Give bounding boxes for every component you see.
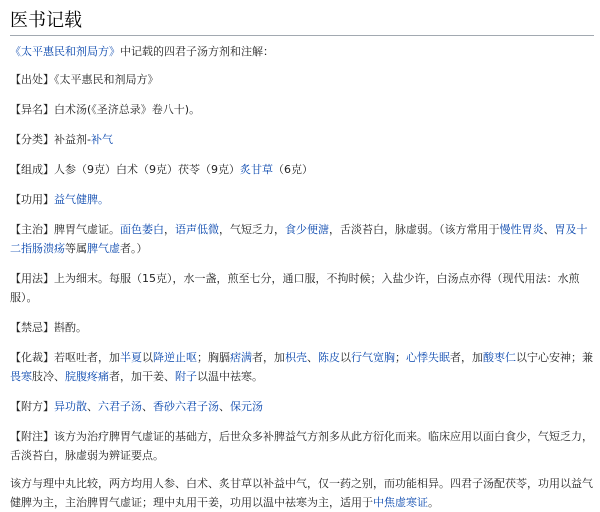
taboo-value: 斟酌。 (54, 321, 87, 334)
syndrome-link[interactable]: 中焦虚寒证 (373, 496, 428, 509)
symptom-link[interactable]: 脘腹疼痛 (65, 370, 109, 383)
usage-label: 【用法】 (10, 272, 54, 285)
modification-text: 者，加 (450, 351, 483, 364)
comparison-text: 。 (428, 496, 439, 509)
taboo-label: 【禁忌】 (10, 321, 54, 334)
function-link[interactable]: 益气健脾。 (54, 193, 109, 206)
category-link[interactable]: 补气 (90, 133, 113, 146)
usage-row (10, 269, 594, 307)
modification-text: 以宁心安神；兼 (516, 351, 593, 364)
modification-text: 肢冷、 (32, 370, 65, 383)
herb-link[interactable]: 半夏 (120, 351, 142, 364)
modification-text: ； (395, 351, 406, 364)
composition-label: 【组成】 (10, 163, 54, 176)
modification-text: 若呕吐者，加 (54, 351, 120, 364)
separator: 、 (142, 400, 153, 413)
attached-label: 【附方】 (10, 400, 54, 413)
syndrome-link[interactable]: 脾气虚 (87, 242, 120, 255)
attached-row (10, 397, 594, 416)
indication-label: 【主治】 (10, 223, 54, 236)
modification-text: 以 (142, 351, 153, 364)
separator: 、 (219, 400, 230, 413)
category-label: 【分类】 (10, 133, 54, 146)
modification-text: 者，加干姜、 (109, 370, 175, 383)
separator: 、 (87, 400, 98, 413)
formula-link[interactable]: 六君子汤 (98, 400, 142, 413)
note-label: 【附注】 (10, 430, 54, 443)
indication-text: 等属 (65, 242, 87, 255)
indication-row (10, 220, 594, 258)
source-value: 《太平惠民和剂局方》 (54, 73, 159, 86)
composition-row (10, 160, 594, 179)
effect-link[interactable]: 行气宽胸 (351, 351, 395, 364)
formula-link[interactable]: 异功散 (54, 400, 87, 413)
symptom-link[interactable]: 畏寒 (10, 370, 32, 383)
indication-text: 、 (543, 223, 555, 236)
book-link[interactable]: 《太平惠民和剂局方》 (10, 45, 120, 58)
modification-text: 以 (340, 351, 351, 364)
taboo-row (10, 318, 594, 337)
herb-link[interactable]: 附子 (175, 370, 197, 383)
symptom-link[interactable]: 食少便溏 (285, 223, 329, 236)
modification-row (10, 348, 594, 386)
source-label: 【出处】 (10, 73, 54, 86)
note-row (10, 427, 594, 465)
comparison-text: 该方与理中丸比较，两方均用人参、白术、炙甘草以补益中气，仅一药之别，而功能相异。四君子汤配茯苓，功用以益气健脾为主，主治脾胃气虚证；理中丸用干姜，功用以温中祛寒为主，适用于 (10, 477, 593, 509)
modification-text: 、 (307, 351, 318, 364)
indication-text: ，舌淡苔白，脉虚弱。（该方常用于 (329, 223, 500, 236)
function-label: 【功用】 (10, 193, 54, 206)
alias-value: 白术汤(《圣济总录》卷八十)。 (54, 103, 201, 116)
indication-text: ， (164, 223, 175, 236)
symptom-link[interactable]: 痞满 (230, 351, 252, 364)
herb-link[interactable]: 枳壳 (285, 351, 307, 364)
indication-text: ，气短乏力， (219, 223, 285, 236)
page-title: 医书记载 (10, 0, 594, 36)
symptom-link[interactable]: 语声低微 (175, 223, 219, 236)
note-value: 该方为治疗脾胃气虚证的基础方，后世众多补脾益气方剂多从此方衍化而来。临床应用以面白食少，气短乏力，舌淡苔白，脉虚弱为辨证要点。 (10, 430, 593, 462)
source-row (10, 70, 594, 89)
modification-label: 【化裁】 (10, 351, 54, 364)
symptom-link[interactable]: 面色萎白 (120, 223, 164, 236)
disease-link[interactable]: 慢性胃炎 (499, 223, 544, 236)
alias-label: 【异名】 (10, 103, 54, 116)
formula-link[interactable]: 保元汤 (230, 400, 263, 413)
herb-link[interactable]: 酸枣仁 (483, 351, 516, 364)
modification-text: ；胸膈 (197, 351, 230, 364)
symptom-link[interactable]: 心悸失眠 (406, 351, 450, 364)
modification-text: 以温中祛寒。 (197, 370, 263, 383)
usage-value: 上为细末。每服（15克），水一盏，煎至七分，通口服，不拘时候；入盐少许，白汤点亦得（现代用法：水煎服）。 (10, 272, 580, 304)
disease-link[interactable]: 胃及十二指肠溃疡 (10, 223, 588, 255)
effect-link[interactable]: 降逆止呕 (153, 351, 197, 364)
modification-text: 者，加 (252, 351, 285, 364)
indication-text: 者。） (120, 242, 148, 255)
function-row (10, 190, 594, 209)
indication-text: 脾胃气虚证。 (54, 223, 120, 236)
alias-row (10, 100, 594, 119)
composition-dose: （6克） (273, 163, 313, 176)
intro-paragraph (10, 45, 594, 59)
herb-link[interactable]: 陈皮 (318, 351, 340, 364)
herb-link[interactable]: 炙甘草 (240, 163, 273, 176)
intro-text: 中记载的四君子汤方剂和注解： (120, 45, 274, 58)
composition-text: 人参（9克）白术（9克）茯苓（9克） (54, 163, 240, 176)
category-value: 补益剂- (54, 133, 91, 146)
category-row (10, 130, 594, 149)
comparison-paragraph (10, 474, 594, 512)
formula-link[interactable]: 香砂六君子汤 (153, 400, 219, 413)
